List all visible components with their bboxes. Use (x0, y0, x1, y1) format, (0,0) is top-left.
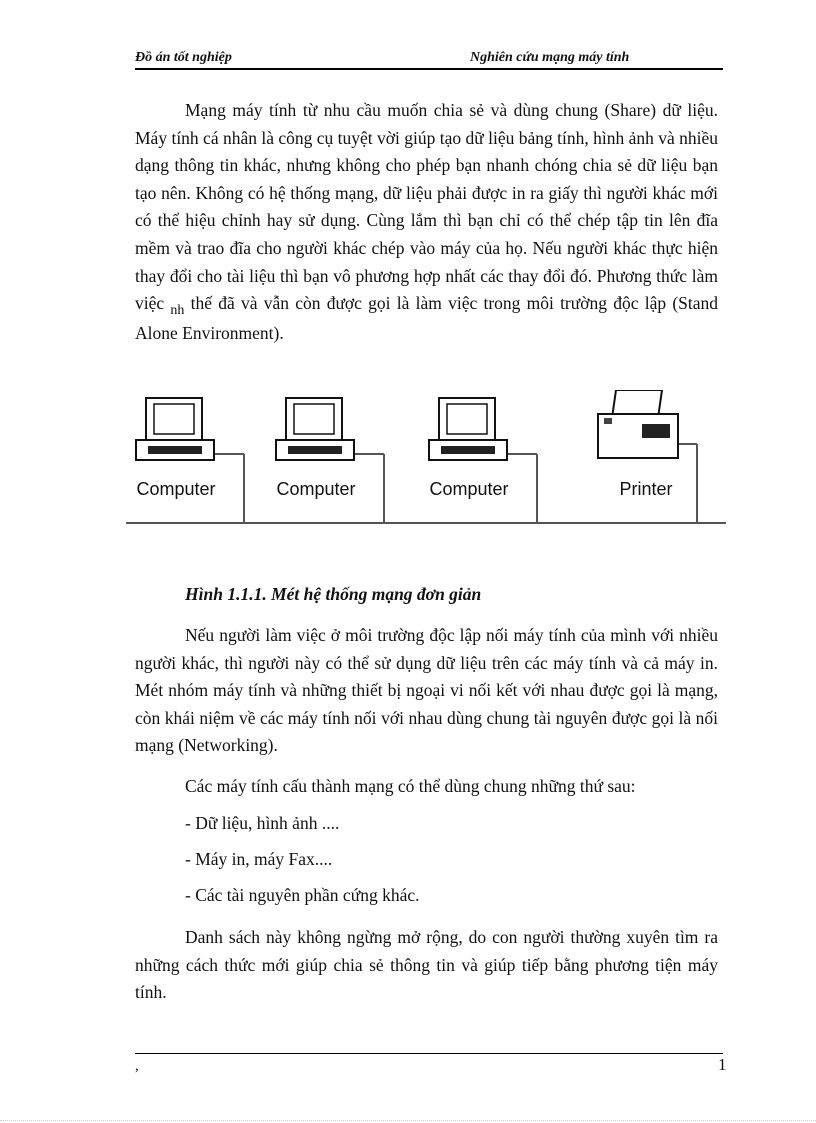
footer-rule (135, 1053, 723, 1054)
intro-tail: thế đã và vẫn còn được gọi là làm việc trong môi trường độc lập (Stand Alone Environment). (135, 293, 719, 343)
diagram-label: Computer (136, 479, 216, 499)
footer-mark: , (135, 1058, 139, 1074)
list-item: - Máy in, máy Fax.... (185, 849, 333, 869)
list-intro: Các máy tính cấu thành mạng có thể dùng chung những thứ sau: (185, 776, 636, 796)
computer-icon (136, 398, 214, 460)
page-number: 1 (718, 1055, 727, 1074)
header-left: Đồ án tốt nghiệp (135, 50, 232, 65)
diagram-label: Printer (619, 479, 673, 499)
header-right: Nghiên cứu mạng máy tính (470, 50, 630, 65)
page-header (135, 50, 723, 70)
intro-lead: Mạng máy tính từ nhu cầu muốn chia sẻ và dùng chung (Share) dữ liệu. Máy tính cá nhân là công cụ tuyệt vời giúp tạo dữ liệu bảng tính, hình ảnh và nhiều dạng thông tin khác, nhưng không cho phép bạn nhanh chóng chia sẻ dữ liệu bạn tạo nên. Không có hệ thống mạng, dữ liệu phải được in ra giấy thì người khác mới có thể hiệu chỉnh hay sử dụng. Cùng lắm thì bạn chỉ có thể chép tập tin lên đĩa mềm và trao đĩa cho người khác chép vào máy của họ. Nếu người khác thực hiện thay đổi cho tài liệu thì bạn vô phương hợp nhất các thay đổi đó. Phương thức làm việc (135, 100, 718, 314)
intro-fragment: nh (170, 303, 185, 319)
intro-paragraph (135, 97, 718, 347)
network-diagram (124, 390, 728, 530)
header-rule (135, 68, 723, 70)
printer-icon (598, 390, 678, 458)
page-edge (0, 1120, 816, 1121)
figure-caption: Hình 1.1.1. Mét hệ thống mạng đơn giản (185, 584, 482, 604)
body-paragraph-3: Danh sách này không ngừng mở rộng, do con người thường xuyên tìm ra những cách thức mới giúp chia sẻ thông tin và giúp tiếp bằng phương tiện máy tính. (135, 927, 718, 1003)
computer-icon (276, 398, 354, 460)
diagram-label: Computer (429, 479, 509, 499)
diagram-label: Computer (276, 479, 356, 499)
list-item: - Dữ liệu, hình ảnh .... (185, 813, 340, 833)
computer-icon (429, 398, 507, 460)
body-paragraph-2: Nếu người làm việc ở môi trường độc lập nối máy tính của mình với nhiều người khác, thì người này có thể sử dụng dữ liệu trên các máy tính và cả máy in. Mét nhóm máy tính và những thiết bị ngoại vi nối kết với nhau được gọi là mạng, còn khái niệm về các máy tính nối với nhau dùng chung tài nguyên được gọi là nối mạng (Networking). (135, 625, 718, 756)
list-item: - Các tài nguyên phần cứng khác. (185, 885, 420, 905)
